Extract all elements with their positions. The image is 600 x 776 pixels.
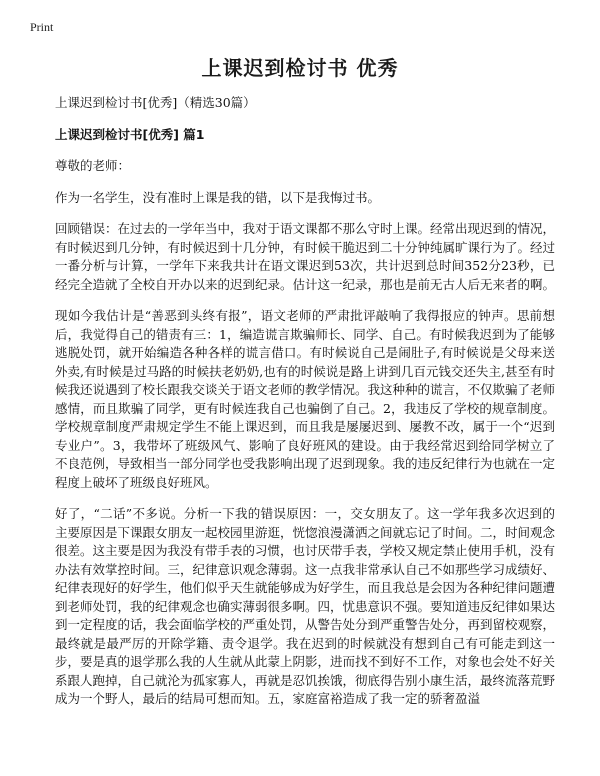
document-subtitle: 上课迟到检讨书[优秀]（精选30篇） [55,95,256,110]
paragraph: 好了，“二话”不多说。分析一下我的错误原因：一，交女朋友了。这一学年我多次迟到的主要原因是下课跟女朋友一起校园里游逛，恍惚浪漫潇洒之间就忘记了时间。二，时间观念很差。这主要是因为我没有带手表的习惯，也讨厌带手表，学校又规定禁止使用手机，没有办法有效掌控时间。三，纪律意识观念薄弱。这一点我非常承认自己不如那些学习成绩好、纪律表现好的好学生，他们似乎天生就能够成为好学生，而且我总是会因为各种纪律问题遭到老师处罚，我的纪律观念也确实薄弱很多啊。四，忧患意识不强。要知道违反纪律如果达到一定程度的话，我会面临学校的严重处罚，从警告处分到严重警告处分，再到留校观察，最终就是最严厉的开除学籍、责令退学。我在迟到的时候就没有想到自己有可能走到这一步，要是真的退学那么我的人生就从此蒙上阴影，进而找不到好不工作，对象也会处不好关系跟人跑掉，自己就沦为孤家寡人，再就是忍饥挨饿，彻底得告别小康生活，最终流落荒野成为一个野人，最后的结局可想而知。五，家庭富裕造成了我一定的骄奢盈溢 [55,506,556,706]
page-title: 上课迟到检讨书 优秀 [201,56,399,80]
document-body [55,94,555,722]
print-link[interactable]: Print [30,20,54,34]
section-heading: 上课迟到检讨书[优秀] 篇1 [55,126,205,142]
paragraph: 作为一名学生，没有准时上课是我的错，以下是我悔过书。 [55,189,381,205]
paragraph: 回顾错误：在过去的一学年当中，我对于语文课都不那么守时上课。经常出现迟到的情况，有时候迟到几分钟，有时候迟到十几分钟，有时候干脆迟到二十分钟纯属旷课行为了。经过一番分析与计算，一学年下来我共计在语文课迟到53次，共计迟到总时间352分23秒，已经完全造就了全校自开办以来的迟到纪录。估计这一纪录，那也是前无古人后无来者的啊。 [55,221,556,292]
paragraph: 现如今我估计是“善恶到头终有报”，语文老师的严肃批评敲响了我得报应的钟声。思前想后，我觉得自己的错责有三：1，编造谎言欺骗师长、同学、自己。有时候我迟到为了能够逃脱处罚，就开始编造各种各样的谎言借口。有时候说自己是闹肚子,有时候说是父母来送外卖,有时候是过马路的时候扶老奶奶,也有的时候说是路上讲到几百元钱交还失主,甚至有时候我还说遇到了校长跟我交谈关于语文老师的教学情况。我这种种的谎言，不仅欺骗了老师感情，而且欺骗了同学，更有时候连我自己也骗倒了自己。2，我违反了学校的规章制度。学校规章制度严肃规定学生不能上课迟到，而且我是屡屡迟到、屡教不改，属于一个“迟到专业户”。3，我带坏了班级风气、影响了良好班风的建设。由于我经常迟到给同学树立了不良范例，导致相当一部分同学也受我影响出现了迟到现象。我的违反纪律行为也就在一定程度上破坏了班级良好班风。 [55,308,556,490]
greeting: 尊敬的老师： [55,158,131,173]
